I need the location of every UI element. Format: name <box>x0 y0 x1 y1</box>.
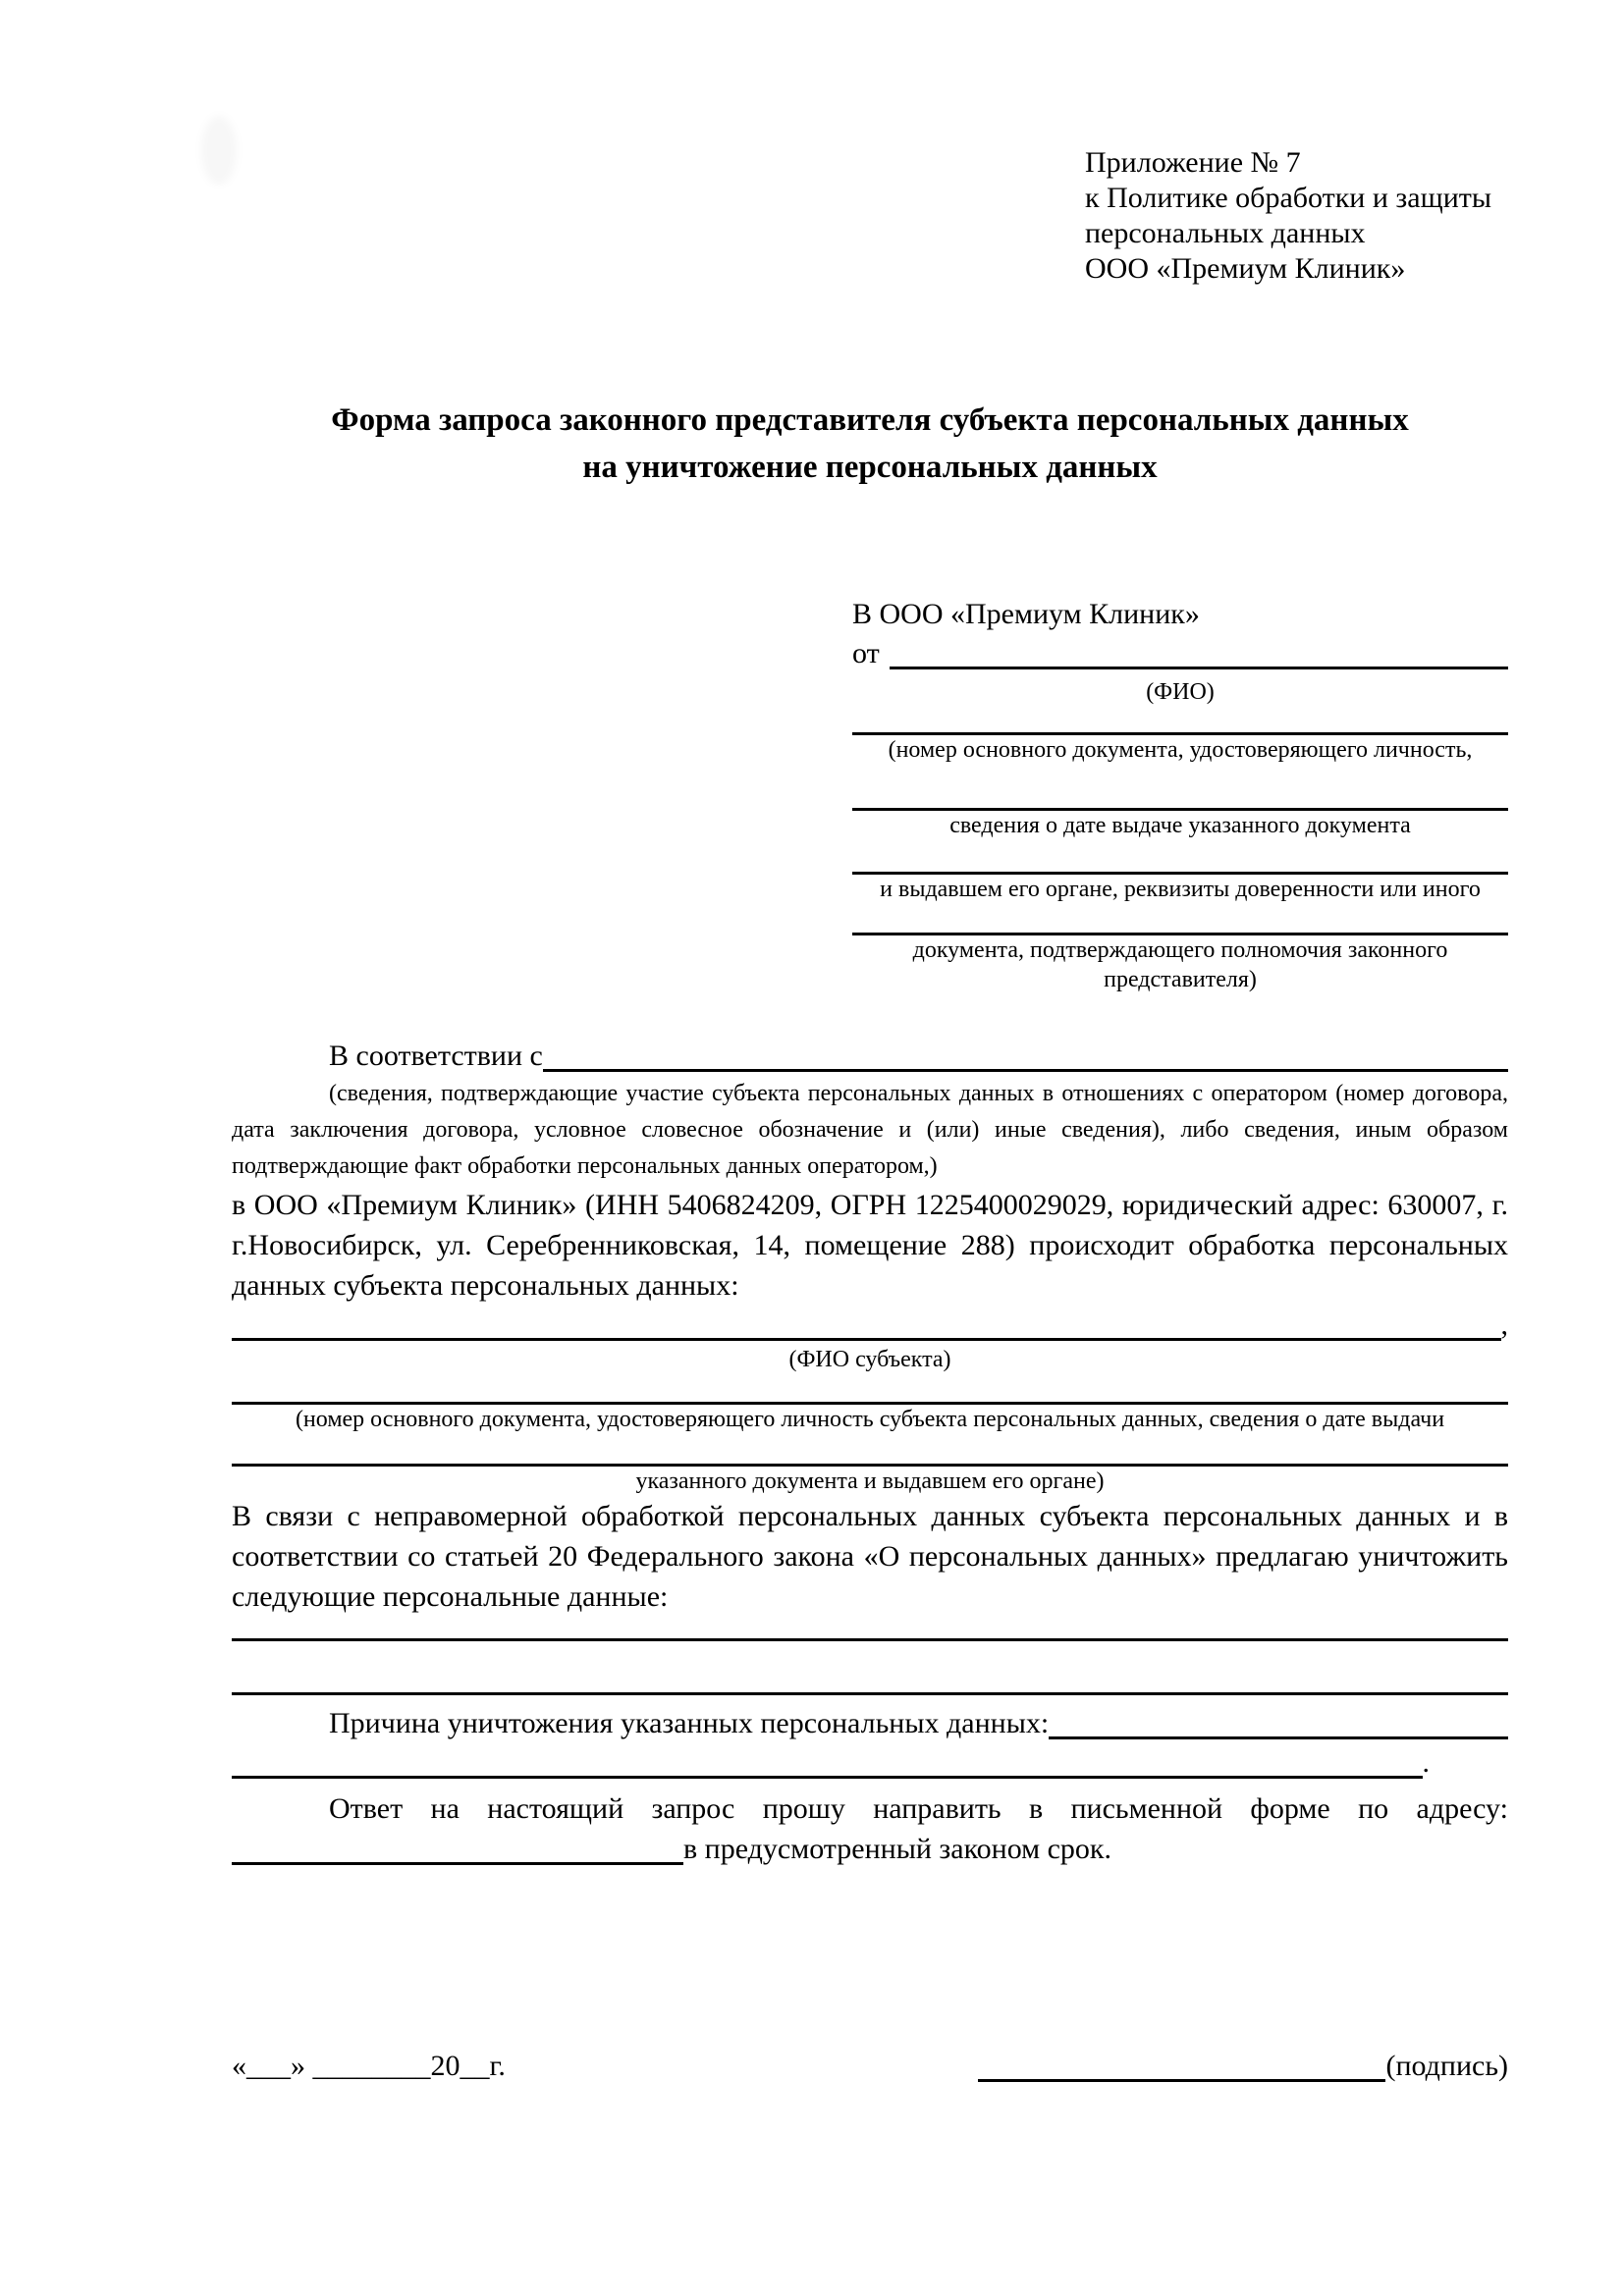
doc-caption-2: сведения о дате выдаче указанного документа <box>949 813 1411 838</box>
data-blank-line-1 <box>232 1617 1508 1641</box>
signature-group <box>978 2046 1508 2086</box>
addressee-block <box>852 595 1508 994</box>
trailing-period: . <box>1422 1746 1430 1779</box>
doc-blank-line-3 <box>852 840 1508 875</box>
doc-caption-1: (номер основного документа, удостоверяющего личность, <box>888 737 1473 763</box>
reason-lead: Причина уничтожения указанных персональных данных: <box>329 1707 1050 1739</box>
reason-row <box>329 1703 1508 1743</box>
answer-tail: в предусмотренный законом срок. <box>683 1833 1111 1865</box>
subject-doc-blank-line-2 <box>232 1434 1508 1467</box>
unlawful-paragraph: В связи с неправомерной обработкой персональных данных субъекта персональных данных и в соответствии со статьей 20 Федерального закона «О персональных данных» предлагаю уничтожить следующие персональные данные: <box>232 1500 1508 1613</box>
subject-doc-caption-1: (номер основного документа, удостоверяющего личность субъекта персональных данных, сведения о дате выдачи <box>295 1407 1445 1432</box>
document-title-line-2: на уничтожение персональных данных <box>582 450 1158 485</box>
scan-artifact <box>201 116 237 185</box>
reason-blank-line-2 <box>232 1743 1423 1779</box>
doc-blank-line-4 <box>852 904 1508 935</box>
data-blank-line-2 <box>232 1641 1508 1695</box>
doc-blank-line-1 <box>852 707 1508 735</box>
subject-doc-blank-line-1 <box>232 1374 1508 1405</box>
signature-caption: (подпись) <box>1385 2050 1508 2082</box>
appendix-header-line-2: к Политике обработки и защиты <box>1085 182 1492 214</box>
answer-lead: Ответ на настоящий запрос прошу направить в письменной форме по адресу: <box>329 1792 1508 1825</box>
fio-blank-line <box>890 634 1508 669</box>
address-blank-line <box>232 1829 683 1865</box>
signature-blank-line <box>978 2046 1385 2082</box>
from-row <box>852 634 1508 673</box>
accordance-blank-line <box>543 1036 1508 1072</box>
trailing-comma: , <box>1500 1308 1508 1341</box>
operator-paragraph: в ООО «Премиум Клиник» (ИНН 5406824209, ОГРН 1225400029029, юридический адрес: 630007, г. г.Новосибирск, ул. Серебренниковская, 14, помещение 288) происходит обработка персональных данных субъекта персональных данных: <box>232 1189 1508 1302</box>
document-title <box>232 397 1508 491</box>
subject-doc-caption-2: указанного документа и выдавшем его органе) <box>635 1468 1105 1494</box>
answer-address-row <box>232 1829 1508 1869</box>
appendix-header-line-1: Приложение № 7 <box>1085 146 1301 179</box>
reason-continuation-row <box>232 1743 1508 1783</box>
subject-fio-blank-line <box>232 1306 1501 1341</box>
doc-blank-line-2 <box>852 765 1508 811</box>
accordance-row <box>329 1036 1508 1076</box>
from-label: от <box>852 637 880 669</box>
subject-fio-row <box>232 1306 1508 1345</box>
accordance-lead: В соответствии с <box>329 1040 543 1072</box>
doc-caption-4: документа, подтверждающего полномочия законного представителя) <box>912 937 1448 992</box>
appendix-header <box>1085 145 1508 287</box>
doc-caption-3: и выдавшем его органе, реквизиты доверенности или иного <box>880 877 1481 902</box>
addressee-organization: В ООО «Премиум Клиник» <box>852 598 1200 630</box>
fio-caption: (ФИО) <box>1146 679 1215 705</box>
reason-blank-line <box>1049 1703 1508 1739</box>
footer-row <box>232 2046 1508 2086</box>
document-title-line-1: Форма запроса законного представителя субъекта персональных данных <box>331 402 1409 438</box>
appendix-header-line-3: персональных данных <box>1085 217 1366 249</box>
subject-fio-caption: (ФИО субъекта) <box>788 1347 951 1372</box>
appendix-header-line-4: ООО «Премиум Клиник» <box>1085 252 1406 285</box>
small-print-note: (сведения, подтверждающие участие субъекта персональных данных в отношениях с оператором (номер договора, дата заключения договора, условное словесное обозначение и (или) иные сведения), либо сведения, иным образом подтверждающие факт обработки персональных данных оператором,) <box>232 1081 1508 1179</box>
date-blank: «___» ________20__г. <box>232 2050 506 2082</box>
